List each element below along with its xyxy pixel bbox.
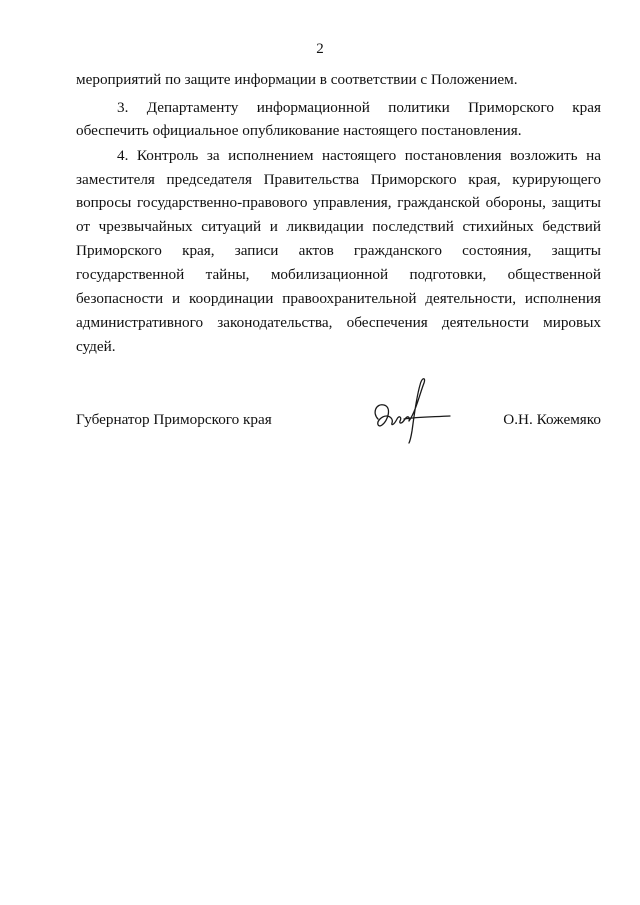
text-line-2: 3. Департаменту информационной политики Приморского края [117, 99, 601, 116]
text-line-4: 4. Контроль за исполнением настоящего постановления возложить на [117, 147, 601, 164]
signatory-name: О.Н. Кожемяко [503, 411, 601, 428]
text-line-11: административного законодательства, обеспечения деятельности мировых [76, 314, 601, 331]
page-number: 2 [316, 41, 324, 57]
text-line-3: обеспечить официальное опубликование настоящего постановления. [76, 122, 522, 139]
text-line-10: безопасности и координации правоохранительной деятельности, исполнения [76, 290, 601, 307]
text-line-1: мероприятий по защите информации в соответствии с Положением. [76, 71, 518, 88]
text-line-6: вопросы государственно-правового управления, гражданской обороны, защиты [76, 194, 601, 211]
text-line-9: государственной тайны, мобилизационной подготовки, общественной [76, 266, 601, 283]
handwritten-signature-icon [364, 373, 454, 445]
text-line-5: заместителя председателя Правительства Приморского края, курирующего [76, 171, 601, 188]
signature-block [76, 410, 601, 434]
text-line-12: судей. [76, 338, 116, 355]
text-line-8: Приморского края, записи актов гражданского состояния, защиты [76, 242, 601, 259]
text-line-7: от чрезвычайных ситуаций и ликвидации последствий стихийных бедствий [76, 218, 601, 235]
signatory-title: Губернатор Приморского края [76, 411, 272, 428]
